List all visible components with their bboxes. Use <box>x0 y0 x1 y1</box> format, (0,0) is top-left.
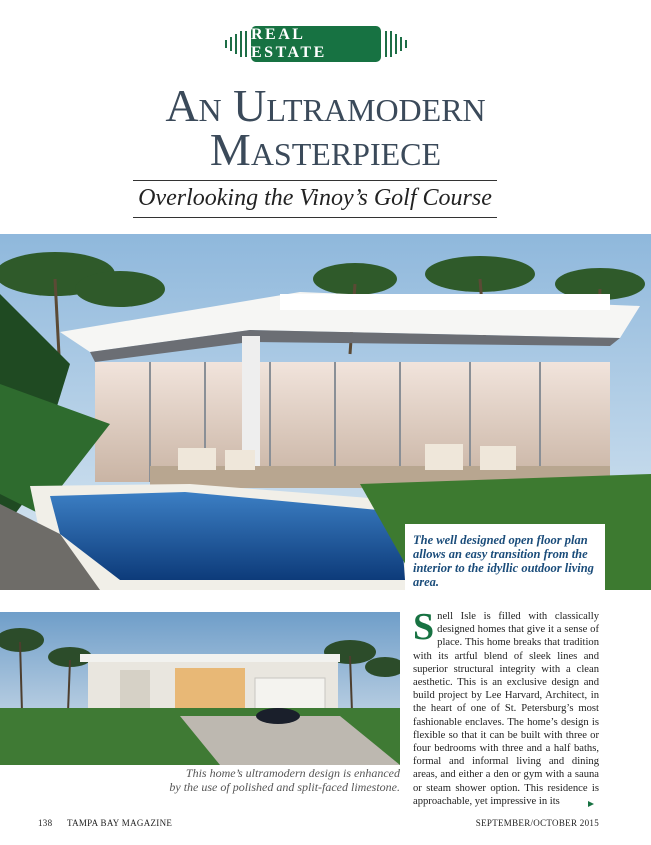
badge-bars-left <box>225 31 247 57</box>
badge-bars-right <box>385 31 407 57</box>
secondary-image <box>0 612 400 765</box>
hero-caption: The well designed open floor plan allows an easy transition from the interior to the idyllic outdoor living area. <box>413 533 594 589</box>
issue-date: SEPTEMBER/OCTOBER 2015 <box>475 818 599 828</box>
section-label: REAL ESTATE <box>251 26 381 62</box>
secondary-caption-line-1: This home’s ultramodern design is enhanced <box>185 766 400 780</box>
section-badge <box>225 26 407 62</box>
article-title <box>0 80 651 175</box>
article-body <box>413 606 599 808</box>
front-facade-illustration <box>0 612 400 765</box>
secondary-caption <box>150 767 400 794</box>
magazine-name: TAMPA BAY MAGAZINE <box>67 818 173 828</box>
continue-arrow-icon <box>588 801 594 807</box>
body-paragraph: nell Isle is filled with classically designed homes that give it a sense of place. This home breaks that tradition with its artful blend of sleek lines and superior structural integrity with a clean aesthetic. This is an exclusive design and build project by Lee Harvard, Architect, in the heart of one of St. Petersburg’s most fashionable enclaves. The home’s design is flexible so that it can be built with three or four bedrooms with three and a half baths, formal and informal living and dining areas, and either a den or gym with a sauna or steam shower option. This residence is approachable, yet impressive in its <box>413 611 599 807</box>
title-line-1: An Ultramodern <box>165 80 486 131</box>
page-number: 138 <box>38 818 53 828</box>
title-line-2: Masterpiece <box>209 124 442 175</box>
article-subtitle: Overlooking the Vinoy’s Golf Course <box>133 180 497 218</box>
drop-cap: S <box>413 606 435 648</box>
secondary-caption-line-2: by the use of polished and split-faced limestone. <box>169 779 400 794</box>
